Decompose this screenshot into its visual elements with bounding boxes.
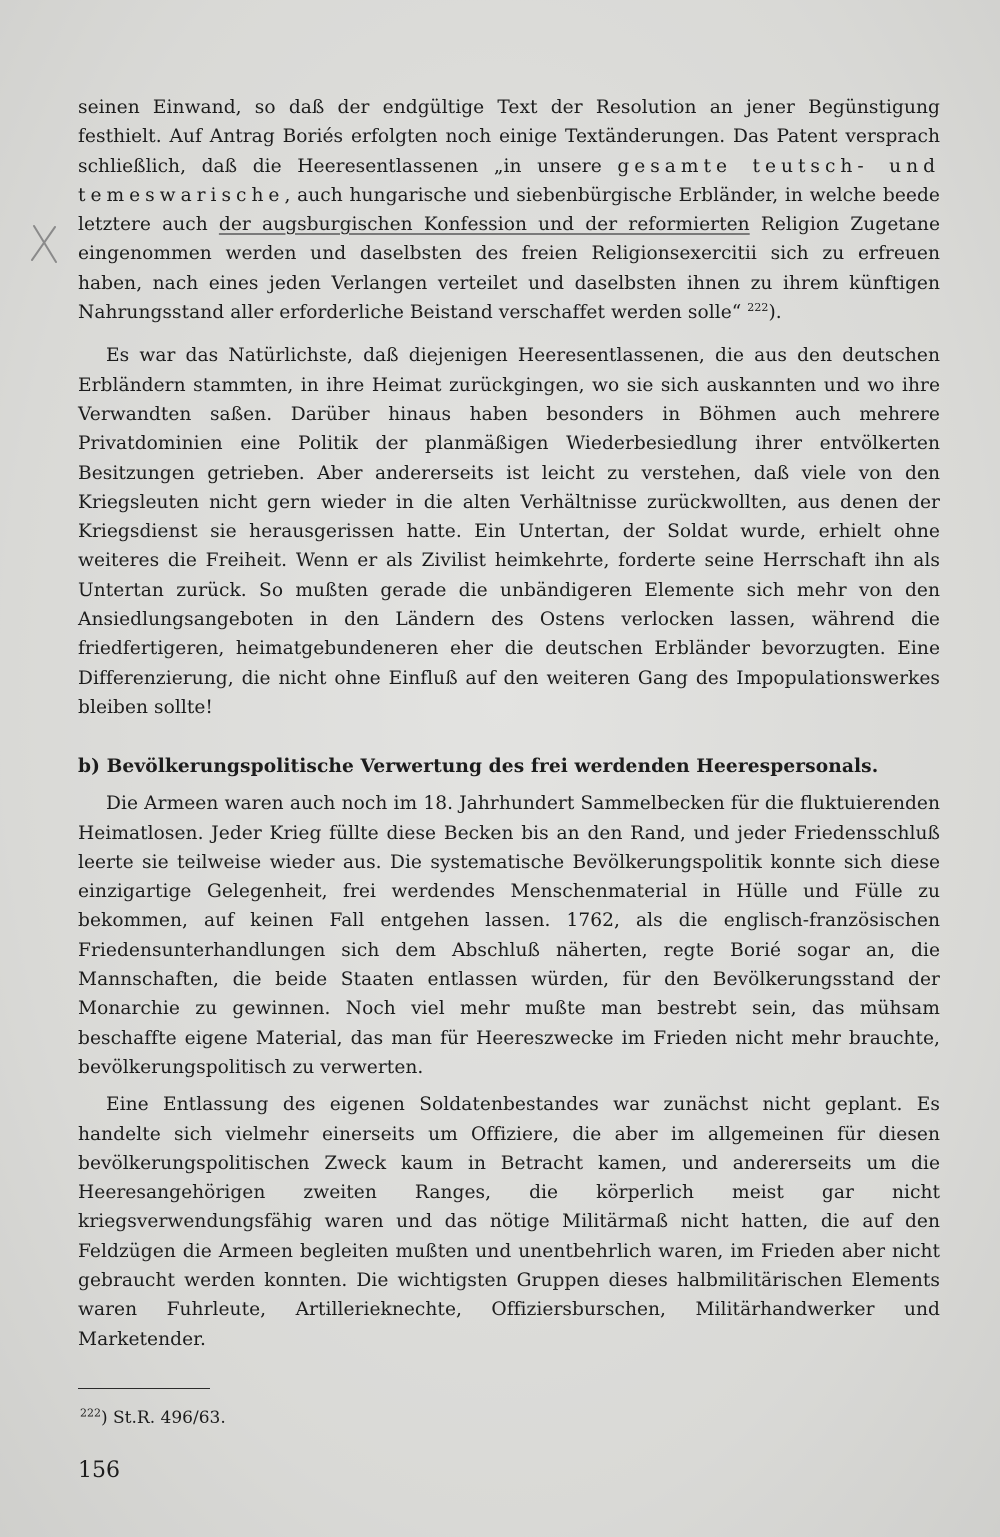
page-number: 156 — [78, 1458, 120, 1483]
footnote-number: 222 — [80, 1406, 101, 1420]
paragraph-1-pencil-underline: der augsburgischen Konfession und der reformierten — [218, 214, 750, 236]
body-text — [78, 93, 940, 1354]
paragraph-4: Eine Entlassung des eigenen Soldatenbestandes war zunächst nicht geplant. Es handelte sich vielmehr einerseits um Offiziere, die aber im allgemeinen für diesen bevölkerungspolitischen Zweck kaum in Betracht kamen, und andererseits um die Heeresangehörigen zweiten Ranges, die körperlich meist gar nicht kriegsverwendungsfähig waren und das nötige Militärmaß nicht hatten, die auf den Feldzügen die Armeen begleiten mußten und unentbehrlich waren, im Frieden aber nicht gebraucht werden konnten. Die wichtigsten Gruppen dieses halbmilitärischen Elements waren Fuhrleute, Artillerieknechte, Offiziersburschen, Militärhandwerker und Marketender. — [78, 1094, 940, 1350]
paragraph-1-part-a: seinen Einwand, so daß der endgültige Text der Resolution an jener Begünstigung festhielt. Auf Antrag Boriés erfolgten noch einige Textänderungen. Das Patent versprach schließlich, daß die Heeresentlassenen „in unsere — [78, 97, 940, 177]
paragraph-3: Die Armeen waren auch noch im 18. Jahrhundert Sammelbecken für die fluktuierenden Heimatlosen. Jeder Krieg füllte diese Becken bis an den Rand, und jeder Friedensschluß leerte sie teilweise wieder aus. Die systematische Bevölkerungspolitik konnte sich diese einzigartige Gelegenheit, frei werdendes Menschenmaterial in Hülle und Fülle zu bekommen, auf keinen Fall entgehen lassen. 1762, als die englisch-französischen Friedensunterhandlungen sich dem Abschluß näherten, regte Borié sogar an, die Mannschaften, die beide Staaten entlassen würden, für den Bevölkerungsstand der Monarchie zu gewinnen. Noch viel mehr mußte man bestrebt sein, das mühsam beschaffte eigene Material, das man für Heereszwecke im Frieden nicht mehr brauchte, bevölkerungspolitisch zu verwerten. — [78, 793, 940, 1078]
pencil-cross-mark — [28, 222, 62, 266]
paragraph-1 — [78, 93, 940, 327]
paragraph-1-part-c: Religion Zugetane eingenommen werden und daselbsten des freien Religionsexercitii sich zu erfreuen haben, nach eines jeden Verlangen verteilet und daselbsten ihnen zu ihrem künftigen Nahrungsstand aller erforderliche Beistand verschaffet werden solle“ — [78, 214, 940, 324]
footnote-text: ) St.R. 496/63. — [101, 1408, 226, 1428]
footnote-reference[interactable]: 222 — [747, 300, 769, 314]
paragraph-2: Es war das Natürlichste, daß diejenigen Heeresentlassenen, die aus den deutschen Erbländern stammten, in ihre Heimat zurückgingen, wo sie sich auskannten und wo ihre Verwandten saßen. Darüber hinaus haben besonders in Böhmen auch mehrere Privatdominien eine Politik der planmäßigen Wiederbesiedlung ihrer entvölkerten Besitzungen getrieben. Aber andererseits ist leicht zu verstehen, daß viele von den Kriegsleuten nicht gern wieder in die alten Verhältnisse zurückwollten, aus denen der Kriegsdienst sie herausgerissen hatte. Ein Untertan, der Soldat wurde, erhielt ohne weiteres die Freiheit. Wenn er als Zivilist heimkehrte, forderte seine Herrschaft ihn als Untertan zurück. So mußten gerade die unbändigeren Elemente sich mehr von den Ansiedlungsangeboten in den Ländern des Ostens verlocken lassen, während die friedfertigeren, heimatgebundeneren eher die deutschen Erbländer bevorzugten. Eine Differenzierung, die nicht ohne Einfluß auf den weiteren Gang des Impopulationswerkes bleiben sollte! — [78, 345, 940, 718]
footnote — [80, 1406, 226, 1430]
section-heading: b) Bevölkerungspolitische Verwertung des frei werdenden Heerespersonals. — [78, 756, 879, 778]
footnote-rule — [78, 1388, 210, 1389]
paragraph-1-end: ). — [768, 302, 782, 324]
paragraph-1-spaced-emphasis: gesamte teutsch- und temeswarische — [78, 155, 940, 206]
paragraph-1-part-b: , auch hungarische und siebenbürgische Erbländer, in welche beede letztere auch — [78, 184, 940, 236]
